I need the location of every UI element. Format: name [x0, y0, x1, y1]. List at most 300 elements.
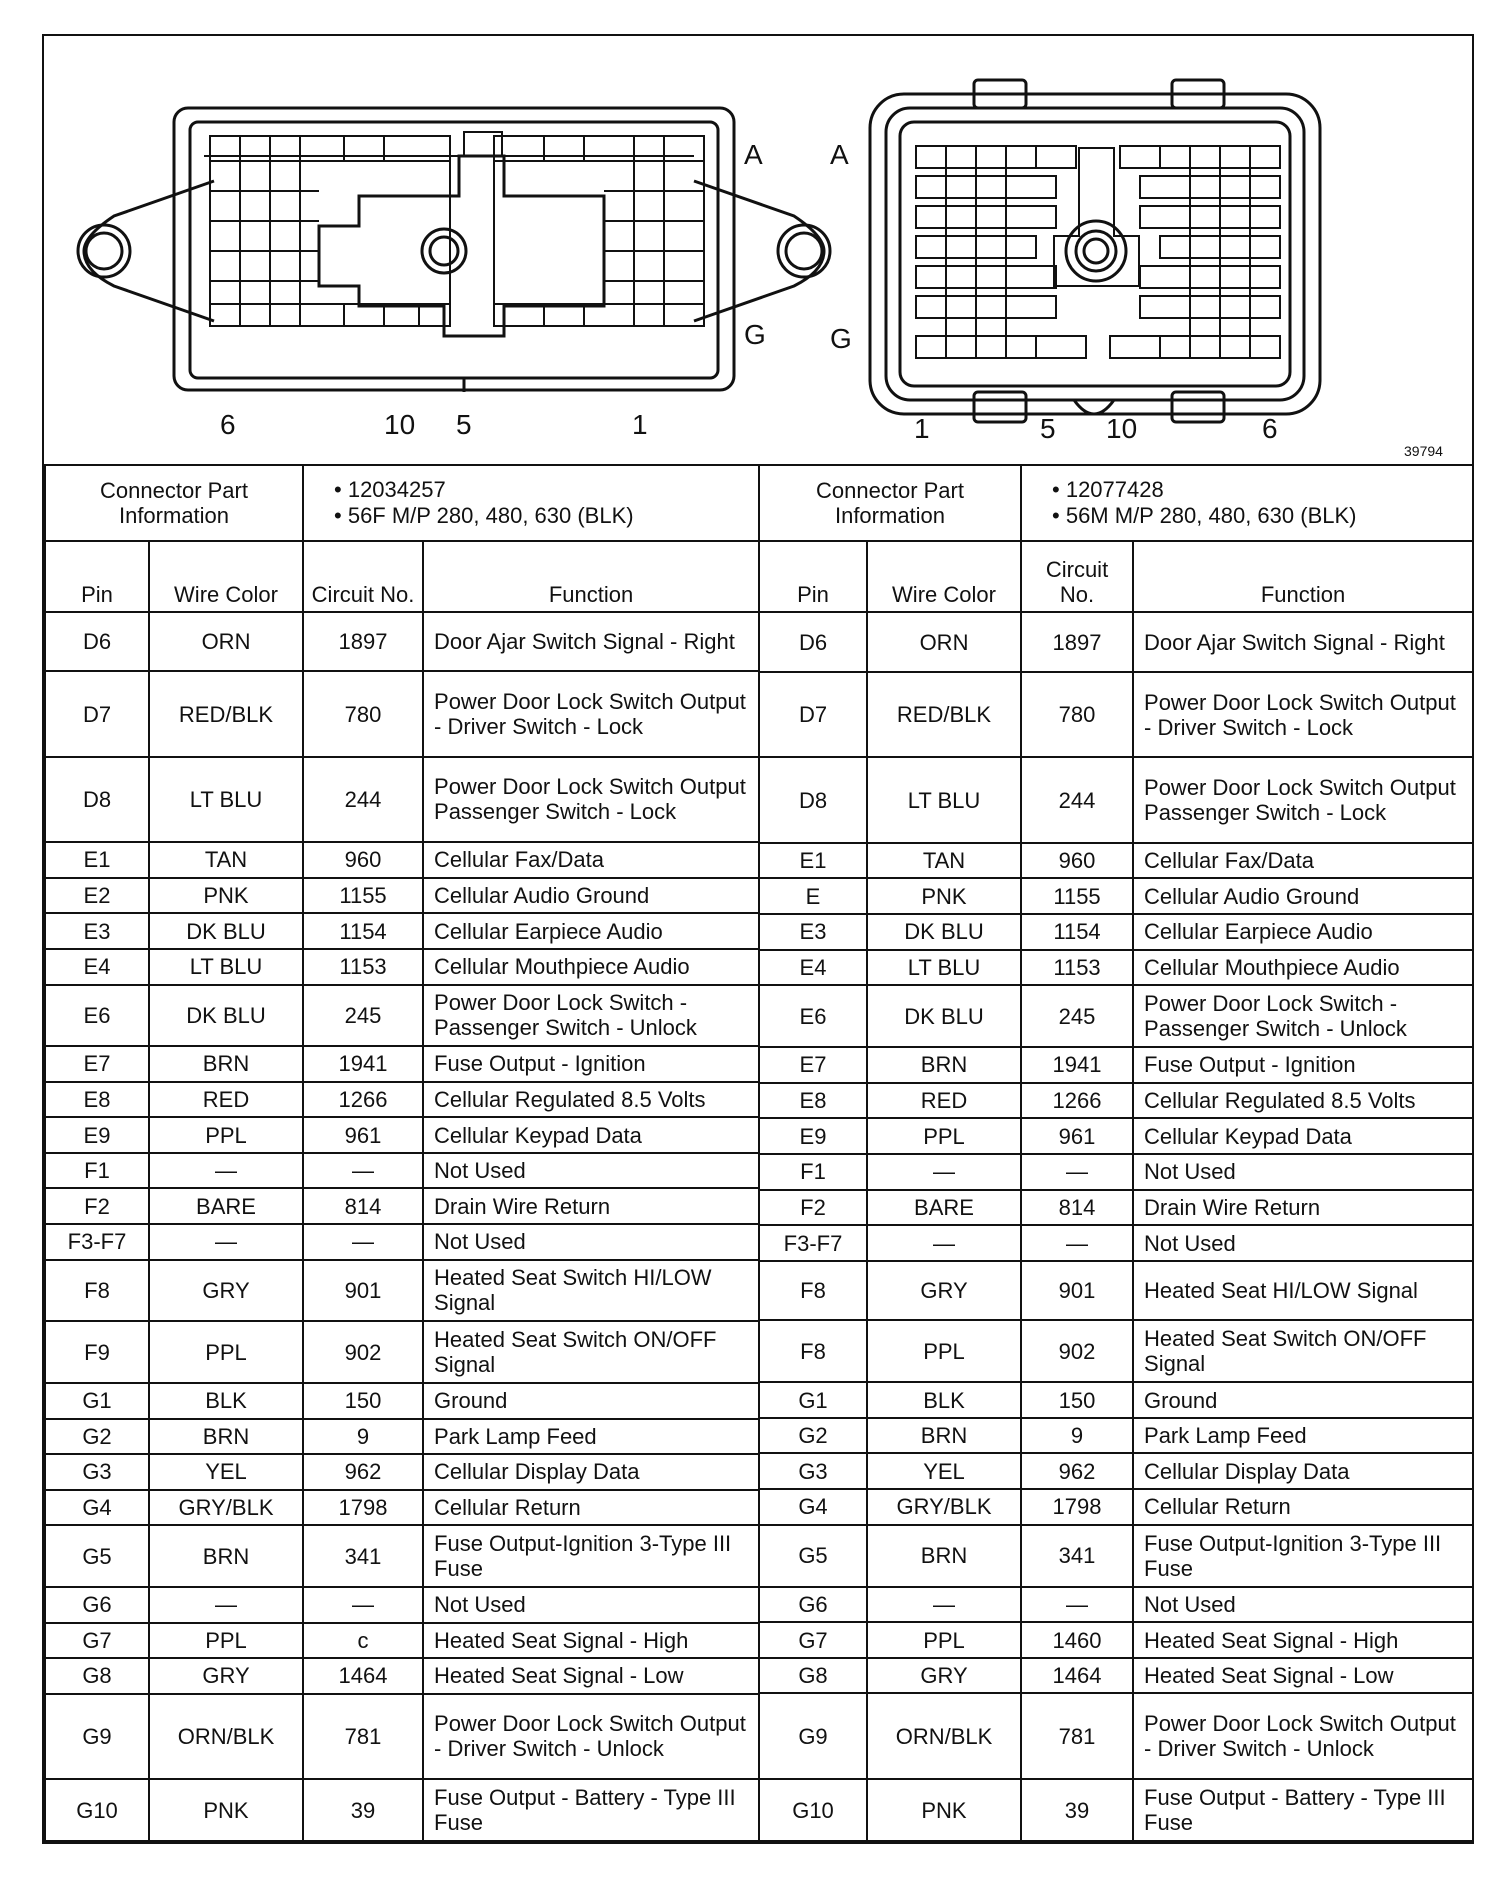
wire-color-cell: DK BLU — [867, 985, 1021, 1047]
illustration-id: 39794 — [1404, 443, 1443, 459]
function-cell: Cellular Return — [423, 1490, 759, 1526]
pin-cell: E1 — [45, 842, 149, 878]
table-row — [45, 985, 759, 1047]
function-cell: Ground — [1133, 1382, 1473, 1418]
function-cell: Cellular Display Data — [423, 1454, 759, 1490]
function-cell: Cellular Earpiece Audio — [423, 913, 759, 949]
wire-color-cell: ORN — [149, 612, 303, 671]
wire-color-cell: PNK — [149, 1779, 303, 1841]
pin-cell: E7 — [759, 1047, 867, 1083]
circuit-cell: 1464 — [1021, 1658, 1133, 1694]
wire-color-cell: PPL — [149, 1117, 303, 1153]
wire-color-cell: BARE — [867, 1190, 1021, 1226]
circuit-cell: 961 — [1021, 1118, 1133, 1154]
wire-color-cell: PPL — [867, 1622, 1021, 1658]
function-cell: Power Door Lock Switch Output Passenger Switch - Lock — [1133, 757, 1473, 843]
wire-color-cell: GRY — [867, 1261, 1021, 1320]
left-row-label-g: G — [744, 319, 766, 350]
pin-cell: D8 — [45, 757, 149, 842]
part-info-label: Connector Part Information — [45, 465, 303, 541]
function-cell: Not Used — [1133, 1587, 1473, 1623]
wire-color-cell: LT BLU — [867, 757, 1021, 843]
table-row — [45, 757, 759, 842]
circuit-cell: 960 — [303, 842, 423, 878]
left-pin-number-1: 1 — [632, 409, 648, 440]
pin-cell: G8 — [759, 1658, 867, 1694]
connector-drawings — [44, 36, 1472, 464]
wire-color-cell: BLK — [867, 1382, 1021, 1418]
pin-cell: G7 — [45, 1623, 149, 1659]
pin-cell: G8 — [45, 1658, 149, 1694]
function-header: Function — [423, 541, 759, 612]
pin-cell: G5 — [45, 1525, 149, 1587]
pin-cell: G4 — [45, 1490, 149, 1526]
table-row — [759, 1658, 1473, 1694]
circuit-cell: 1155 — [1021, 878, 1133, 914]
table-row — [45, 1694, 759, 1779]
function-cell: Drain Wire Return — [423, 1188, 759, 1224]
part-info-values — [1021, 465, 1473, 541]
table-row — [45, 671, 759, 756]
table-row — [45, 1224, 759, 1260]
part-description: • 56F M/P 280, 480, 630 (BLK) — [334, 502, 634, 528]
pin-cell: F8 — [45, 1260, 149, 1322]
function-cell: Door Ajar Switch Signal - Right — [1133, 612, 1473, 671]
part-number: • 12077428 — [1052, 477, 1164, 503]
pin-cell: G1 — [45, 1383, 149, 1419]
right-pin-number-1: 1 — [914, 413, 930, 444]
wire-color-cell: DK BLU — [867, 914, 1021, 950]
table-row — [759, 1118, 1473, 1154]
table-row — [45, 1188, 759, 1224]
table-row — [759, 1622, 1473, 1658]
part-number: • 12034257 — [334, 476, 446, 502]
table-row — [45, 1779, 759, 1841]
function-cell: Park Lamp Feed — [1133, 1418, 1473, 1454]
circuit-cell: 961 — [303, 1117, 423, 1153]
wire-color-cell: PPL — [149, 1623, 303, 1659]
circuit-cell: 9 — [1021, 1418, 1133, 1454]
function-cell: Fuse Output - Battery - Type III Fuse — [1133, 1779, 1473, 1841]
pin-cell: F3-F7 — [45, 1224, 149, 1260]
circuit-cell: 1266 — [303, 1082, 423, 1118]
circuit-cell: — — [1021, 1154, 1133, 1190]
function-cell: Fuse Output - Ignition — [1133, 1047, 1473, 1083]
function-cell: Power Door Lock Switch Output - Driver Switch - Lock — [423, 671, 759, 756]
function-cell: Ground — [423, 1383, 759, 1419]
pin-cell: F8 — [759, 1261, 867, 1320]
pin-cell: G1 — [759, 1382, 867, 1418]
left-connector-table — [44, 464, 760, 1842]
header-row — [759, 541, 1473, 612]
function-cell: Heated Seat Switch ON/OFF Signal — [423, 1321, 759, 1383]
wire-color-cell: BRN — [867, 1047, 1021, 1083]
wire-color-cell: GRY/BLK — [149, 1490, 303, 1526]
function-cell: Cellular Earpiece Audio — [1133, 914, 1473, 950]
pin-cell: F3-F7 — [759, 1225, 867, 1261]
table-row — [759, 1489, 1473, 1525]
circuit-cell: c — [303, 1623, 423, 1659]
function-cell: Cellular Fax/Data — [1133, 843, 1473, 879]
table-row — [45, 1260, 759, 1322]
pin-cell: E8 — [759, 1083, 867, 1119]
table-row — [45, 1454, 759, 1490]
function-cell: Heated Seat HI/LOW Signal — [1133, 1261, 1473, 1320]
circuit-cell: 1897 — [303, 612, 423, 671]
circuit-cell: 1153 — [1021, 950, 1133, 986]
wire-color-cell: GRY — [149, 1260, 303, 1322]
wire-color-cell: YEL — [149, 1454, 303, 1490]
table-row — [759, 672, 1473, 758]
wire-color-cell: LT BLU — [867, 950, 1021, 986]
function-cell: Heated Seat Signal - High — [423, 1623, 759, 1659]
function-cell: Door Ajar Switch Signal - Right — [423, 612, 759, 671]
part-info-values — [303, 465, 759, 541]
pin-cell: D7 — [45, 671, 149, 756]
part-info-row — [45, 465, 759, 541]
table-row — [759, 950, 1473, 986]
circuit-cell: 902 — [303, 1321, 423, 1383]
circuit-cell: 780 — [1021, 672, 1133, 758]
wire-color-cell: RED — [149, 1082, 303, 1118]
pin-cell: G9 — [45, 1694, 149, 1779]
right-pin-number-6: 6 — [1262, 413, 1278, 444]
function-cell: Fuse Output - Battery - Type III Fuse — [423, 1779, 759, 1841]
function-header: Function — [1133, 541, 1473, 612]
function-cell: Heated Seat Signal - High — [1133, 1622, 1473, 1658]
circuit-cell: 1155 — [303, 878, 423, 914]
wire-color-cell: BRN — [149, 1525, 303, 1587]
function-cell: Not Used — [423, 1587, 759, 1623]
pin-cell: E2 — [45, 878, 149, 914]
table-row — [45, 842, 759, 878]
circuit-cell: 1897 — [1021, 612, 1133, 671]
pin-cell: E3 — [45, 913, 149, 949]
function-cell: Cellular Display Data — [1133, 1453, 1473, 1489]
wire-color-header: Wire Color — [149, 541, 303, 612]
circuit-cell: 1798 — [303, 1490, 423, 1526]
pin-cell: G10 — [759, 1779, 867, 1841]
wire-color-cell: PNK — [149, 878, 303, 914]
circuit-cell: 9 — [303, 1419, 423, 1455]
table-row — [759, 1525, 1473, 1587]
wire-color-cell: — — [867, 1225, 1021, 1261]
table-row — [45, 1623, 759, 1659]
function-cell: Cellular Keypad Data — [1133, 1118, 1473, 1154]
table-row — [759, 1261, 1473, 1320]
wire-color-cell: PPL — [867, 1118, 1021, 1154]
circuit-cell: 244 — [1021, 757, 1133, 843]
table-row — [759, 914, 1473, 950]
pin-cell: E9 — [759, 1118, 867, 1154]
pin-header: Pin — [45, 541, 149, 612]
pin-cell: G6 — [759, 1587, 867, 1623]
wire-color-cell: DK BLU — [149, 913, 303, 949]
pin-cell: F9 — [45, 1321, 149, 1383]
wire-color-cell: PNK — [867, 878, 1021, 914]
function-cell: Park Lamp Feed — [423, 1419, 759, 1455]
wire-color-cell: TAN — [149, 842, 303, 878]
circuit-cell: — — [1021, 1225, 1133, 1261]
pin-cell: G4 — [759, 1489, 867, 1525]
pin-cell: E1 — [759, 843, 867, 879]
circuit-cell: 1154 — [303, 913, 423, 949]
part-info-row — [759, 465, 1473, 541]
wire-color-cell: — — [867, 1587, 1021, 1623]
table-row — [45, 949, 759, 985]
circuit-cell: 1153 — [303, 949, 423, 985]
table-row — [45, 1153, 759, 1189]
table-row — [759, 878, 1473, 914]
left-pin-number-5: 5 — [456, 409, 472, 440]
circuit-cell: 902 — [1021, 1320, 1133, 1382]
pinout-tables — [44, 464, 1472, 1842]
circuit-cell: 341 — [303, 1525, 423, 1587]
circuit-cell: 1460 — [1021, 1622, 1133, 1658]
wire-color-cell: RED — [867, 1083, 1021, 1119]
function-cell: Cellular Mouthpiece Audio — [423, 949, 759, 985]
wire-color-header: Wire Color — [867, 541, 1021, 612]
table-row — [45, 1082, 759, 1118]
wire-color-cell: GRY/BLK — [867, 1489, 1021, 1525]
wire-color-cell: BLK — [149, 1383, 303, 1419]
table-row — [759, 757, 1473, 843]
pin-cell: G6 — [45, 1587, 149, 1623]
pin-cell: G10 — [45, 1779, 149, 1841]
function-cell: Heated Seat Switch HI/LOW Signal — [423, 1260, 759, 1322]
wire-color-cell: BRN — [149, 1419, 303, 1455]
table-row — [45, 1419, 759, 1455]
table-row — [45, 1658, 759, 1694]
wire-color-cell: YEL — [867, 1453, 1021, 1489]
connector-sheet — [42, 34, 1474, 1844]
circuit-no-header: Circuit No. — [1021, 541, 1133, 612]
pin-cell: G2 — [45, 1419, 149, 1455]
table-row — [759, 1693, 1473, 1779]
function-cell: Cellular Regulated 8.5 Volts — [1133, 1083, 1473, 1119]
pin-cell: D6 — [45, 612, 149, 671]
table-row — [759, 1154, 1473, 1190]
right-pin-number-10: 10 — [1106, 413, 1138, 444]
function-cell: Cellular Return — [1133, 1489, 1473, 1525]
right-connector-drawing — [870, 80, 1320, 422]
function-cell: Not Used — [423, 1224, 759, 1260]
table-row — [759, 1320, 1473, 1382]
pin-cell: E4 — [759, 950, 867, 986]
function-cell: Cellular Fax/Data — [423, 842, 759, 878]
function-cell: Power Door Lock Switch Output - Driver Switch - Unlock — [1133, 1693, 1473, 1779]
table-row — [45, 1046, 759, 1082]
pin-cell: D6 — [759, 612, 867, 671]
pin-cell: G3 — [759, 1453, 867, 1489]
pin-cell: E4 — [45, 949, 149, 985]
table-row — [45, 1490, 759, 1526]
wire-color-cell: ORN/BLK — [149, 1694, 303, 1779]
pin-cell: F2 — [45, 1188, 149, 1224]
right-connector-table — [758, 464, 1474, 1842]
circuit-cell: 245 — [1021, 985, 1133, 1047]
wire-color-cell: RED/BLK — [149, 671, 303, 756]
circuit-cell: — — [303, 1153, 423, 1189]
pin-cell: F8 — [759, 1320, 867, 1382]
wire-color-cell: LT BLU — [149, 949, 303, 985]
function-cell: Power Door Lock Switch - Passenger Switch - Unlock — [423, 985, 759, 1047]
circuit-cell: — — [1021, 1587, 1133, 1623]
pin-cell: E3 — [759, 914, 867, 950]
function-cell: Drain Wire Return — [1133, 1190, 1473, 1226]
part-info-label: Connector Part Information — [759, 465, 1021, 541]
pin-cell: D8 — [759, 757, 867, 843]
circuit-cell: 1154 — [1021, 914, 1133, 950]
left-pin-number-6: 6 — [220, 409, 236, 440]
wire-color-cell: — — [149, 1587, 303, 1623]
circuit-cell: 814 — [303, 1188, 423, 1224]
right-pin-number-5: 5 — [1040, 413, 1056, 444]
circuit-no-header: Circuit No. — [303, 541, 423, 612]
circuit-cell: 1266 — [1021, 1083, 1133, 1119]
table-row — [45, 1117, 759, 1153]
pin-cell: G9 — [759, 1693, 867, 1779]
circuit-cell: 960 — [1021, 843, 1133, 879]
table-row — [45, 1525, 759, 1587]
wire-color-cell: PPL — [867, 1320, 1021, 1382]
function-cell: Heated Seat Switch ON/OFF Signal — [1133, 1320, 1473, 1382]
table-row — [759, 1418, 1473, 1454]
function-cell: Not Used — [1133, 1154, 1473, 1190]
circuit-cell: 245 — [303, 985, 423, 1047]
function-cell: Fuse Output-Ignition 3-Type III Fuse — [423, 1525, 759, 1587]
function-cell: Power Door Lock Switch Output - Driver Switch - Lock — [1133, 672, 1473, 758]
function-cell: Cellular Keypad Data — [423, 1117, 759, 1153]
pin-cell: E9 — [45, 1117, 149, 1153]
table-row — [45, 878, 759, 914]
function-cell: Cellular Audio Ground — [1133, 878, 1473, 914]
wire-color-cell: GRY — [867, 1658, 1021, 1694]
function-cell: Fuse Output - Ignition — [423, 1046, 759, 1082]
wire-color-cell: — — [149, 1224, 303, 1260]
circuit-cell: 962 — [1021, 1453, 1133, 1489]
pin-cell: D7 — [759, 672, 867, 758]
wire-color-cell: PNK — [867, 1779, 1021, 1841]
table-row — [759, 1047, 1473, 1083]
circuit-cell: 1941 — [303, 1046, 423, 1082]
function-cell: Not Used — [1133, 1225, 1473, 1261]
circuit-cell: 780 — [303, 671, 423, 756]
circuit-cell: 1464 — [303, 1658, 423, 1694]
circuit-cell: 901 — [303, 1260, 423, 1322]
pin-cell: E8 — [45, 1082, 149, 1118]
function-cell: Not Used — [423, 1153, 759, 1189]
pin-cell: F1 — [45, 1153, 149, 1189]
table-row — [45, 612, 759, 671]
right-row-label-g: G — [830, 323, 852, 354]
wire-color-cell: TAN — [867, 843, 1021, 879]
wire-color-cell: — — [149, 1153, 303, 1189]
pin-cell: G3 — [45, 1454, 149, 1490]
table-row — [759, 1225, 1473, 1261]
wire-color-cell: BRN — [867, 1525, 1021, 1587]
wire-color-cell: — — [867, 1154, 1021, 1190]
wire-color-cell: BARE — [149, 1188, 303, 1224]
function-cell: Power Door Lock Switch Output Passenger Switch - Lock — [423, 757, 759, 842]
pin-cell: G2 — [759, 1418, 867, 1454]
circuit-cell: 150 — [1021, 1382, 1133, 1418]
circuit-cell: 814 — [1021, 1190, 1133, 1226]
circuit-cell: 244 — [303, 757, 423, 842]
circuit-cell: 1798 — [1021, 1489, 1133, 1525]
circuit-cell: 901 — [1021, 1261, 1133, 1320]
function-cell: Fuse Output-Ignition 3-Type III Fuse — [1133, 1525, 1473, 1587]
table-row — [759, 1779, 1473, 1841]
header-row — [45, 541, 759, 612]
pin-header: Pin — [759, 541, 867, 612]
table-row — [759, 612, 1473, 671]
table-row — [45, 1321, 759, 1383]
function-cell: Power Door Lock Switch - Passenger Switch - Unlock — [1133, 985, 1473, 1047]
circuit-cell: 39 — [1021, 1779, 1133, 1841]
right-row-label-a: A — [830, 139, 849, 170]
table-row — [759, 1587, 1473, 1623]
table-row — [759, 985, 1473, 1047]
table-row — [45, 1587, 759, 1623]
table-row — [759, 843, 1473, 879]
pin-cell: E6 — [45, 985, 149, 1047]
function-cell: Cellular Mouthpiece Audio — [1133, 950, 1473, 986]
wire-color-cell: PPL — [149, 1321, 303, 1383]
function-cell: Power Door Lock Switch Output - Driver Switch - Unlock — [423, 1694, 759, 1779]
circuit-cell: 962 — [303, 1454, 423, 1490]
table-row — [45, 913, 759, 949]
function-cell: Heated Seat Signal - Low — [423, 1658, 759, 1694]
wire-color-cell: RED/BLK — [867, 672, 1021, 758]
left-pin-number-10: 10 — [384, 409, 416, 440]
table-row — [759, 1083, 1473, 1119]
circuit-cell: 150 — [303, 1383, 423, 1419]
wire-color-cell: GRY — [149, 1658, 303, 1694]
wire-color-cell: BRN — [149, 1046, 303, 1082]
pin-cell: G5 — [759, 1525, 867, 1587]
left-connector-drawing — [78, 108, 830, 392]
function-cell: Heated Seat Signal - Low — [1133, 1658, 1473, 1694]
pin-cell: G7 — [759, 1622, 867, 1658]
wire-color-cell: ORN — [867, 612, 1021, 671]
pin-cell: F2 — [759, 1190, 867, 1226]
pin-cell: F1 — [759, 1154, 867, 1190]
wire-color-cell: ORN/BLK — [867, 1693, 1021, 1779]
circuit-cell: 781 — [1021, 1693, 1133, 1779]
pin-cell: E — [759, 878, 867, 914]
circuit-cell: 781 — [303, 1694, 423, 1779]
pin-cell: E6 — [759, 985, 867, 1047]
circuit-cell: 1941 — [1021, 1047, 1133, 1083]
wire-color-cell: DK BLU — [149, 985, 303, 1047]
pin-cell: E7 — [45, 1046, 149, 1082]
function-cell: Cellular Audio Ground — [423, 878, 759, 914]
table-row — [759, 1190, 1473, 1226]
circuit-cell: 341 — [1021, 1525, 1133, 1587]
part-description: • 56M M/P 280, 480, 630 (BLK) — [1052, 503, 1357, 529]
wire-color-cell: BRN — [867, 1418, 1021, 1454]
function-cell: Cellular Regulated 8.5 Volts — [423, 1082, 759, 1118]
circuit-cell: — — [303, 1587, 423, 1623]
table-row — [759, 1382, 1473, 1418]
table-row — [759, 1453, 1473, 1489]
wire-color-cell: LT BLU — [149, 757, 303, 842]
circuit-cell: — — [303, 1224, 423, 1260]
table-row — [45, 1383, 759, 1419]
connector-illustration — [44, 36, 1472, 466]
left-row-label-a: A — [744, 139, 763, 170]
